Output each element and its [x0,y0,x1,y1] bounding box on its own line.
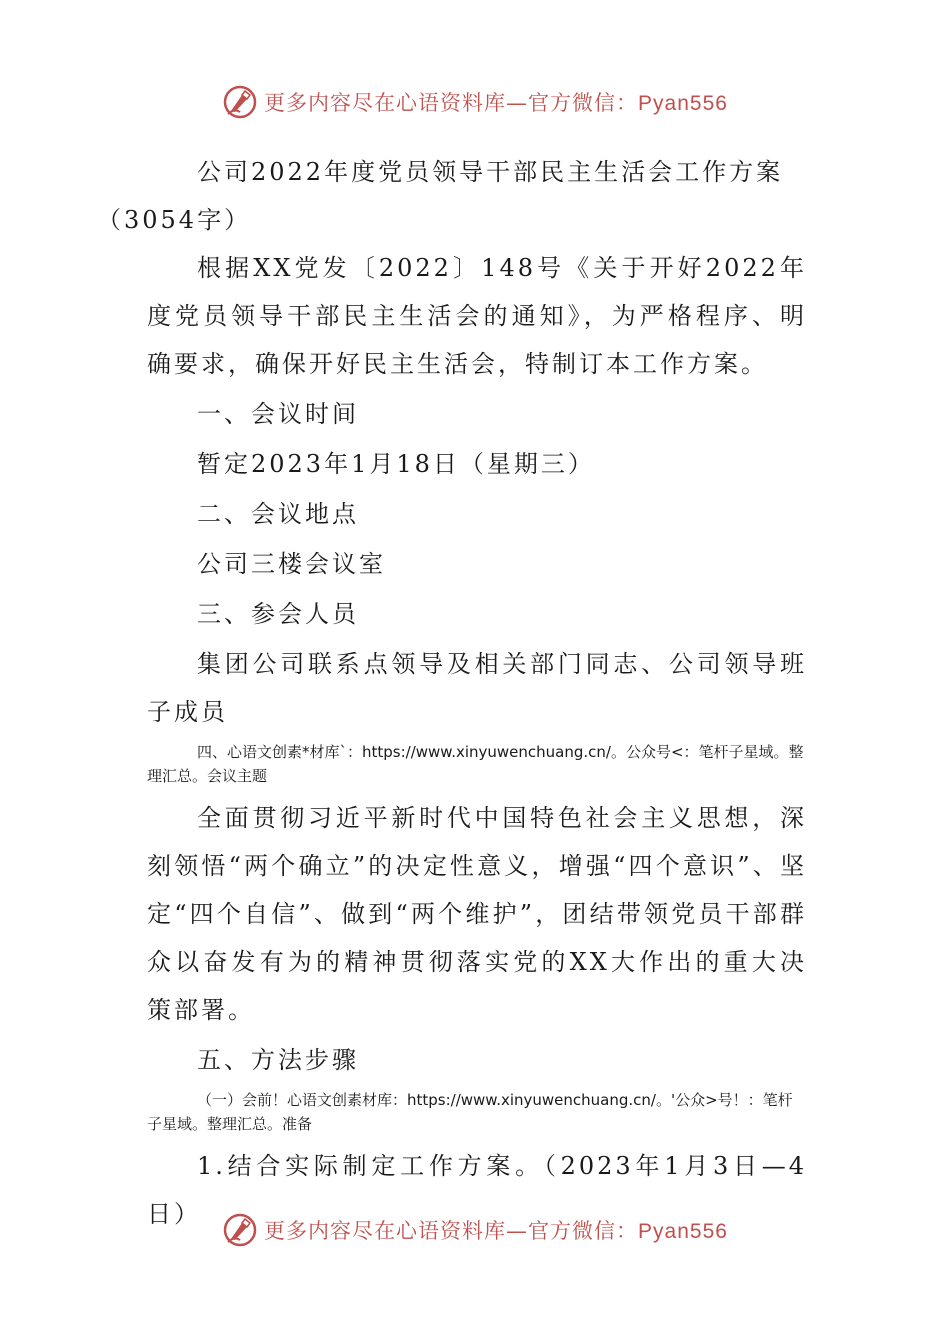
section-3-heading: 三、参会人员 [197,600,359,628]
intro-paragraph: 根据XX党发〔2022〕148号《关于开好2022年度党员领导干部民主生活会的通知》，为严格程序、明确要求，确保开好民主生活会，特制订本工作方案。 [147,254,807,378]
section-4-heading: 四、心语文创素*材库`：https://www.xinyuwenchuang.cn/。公众号<：笔杆子星域。整理汇总。会议主题 [147,743,804,785]
wechat-id: Pyan556 [638,1220,728,1243]
section-5-subheading-1: （一）会前！心语文创素材库：https://www.xinyuwenchuang.cn/。'公众>号！：笔杆子星域。整理汇总。准备 [147,1091,793,1133]
wechat-id: Pyan556 [638,92,728,115]
banner-text [264,1215,728,1245]
banner-label: 更多内容尽在心语资料库—官方微信： [264,91,639,115]
section-5-item-1: 1.结合实际制定工作方案。（2023年1月3日—4日） [147,1152,807,1228]
section-1-heading: 一、会议时间 [197,400,359,428]
section-5-heading: 五、方法步骤 [197,1046,359,1074]
pen-nib-logo-icon [222,1212,258,1248]
section-1-body: 暂定2023年1月18日（星期三） [197,450,595,478]
banner-label: 更多内容尽在心语资料库—官方微信： [264,1219,639,1243]
section-3-body: 集团公司联系点领导及相关部门同志、公司领导班子成员 [147,650,807,726]
section-2-body: 公司三楼会议室 [197,550,386,578]
document-body [97,148,807,1240]
banner-text [264,87,728,117]
pen-nib-logo-icon [222,84,258,120]
section-4-body: 全面贯彻习近平新时代中国特色社会主义思想，深刻领悟“两个确立”的决定性意义，增强“四个意识”、坚定“四个自信”、做到“两个维护”，团结带领党员干部群众以奋发有为的精神贯彻落实党的XX大作出的重大决策部署。 [147,804,807,1024]
header-banner [0,80,950,124]
footer-banner [0,1208,950,1252]
section-2-heading: 二、会议地点 [197,500,359,528]
document-title: 公司2022年度党员领导干部民主生活会工作方案 （3054字） [97,158,784,234]
word-count: （3054字） [97,206,252,234]
